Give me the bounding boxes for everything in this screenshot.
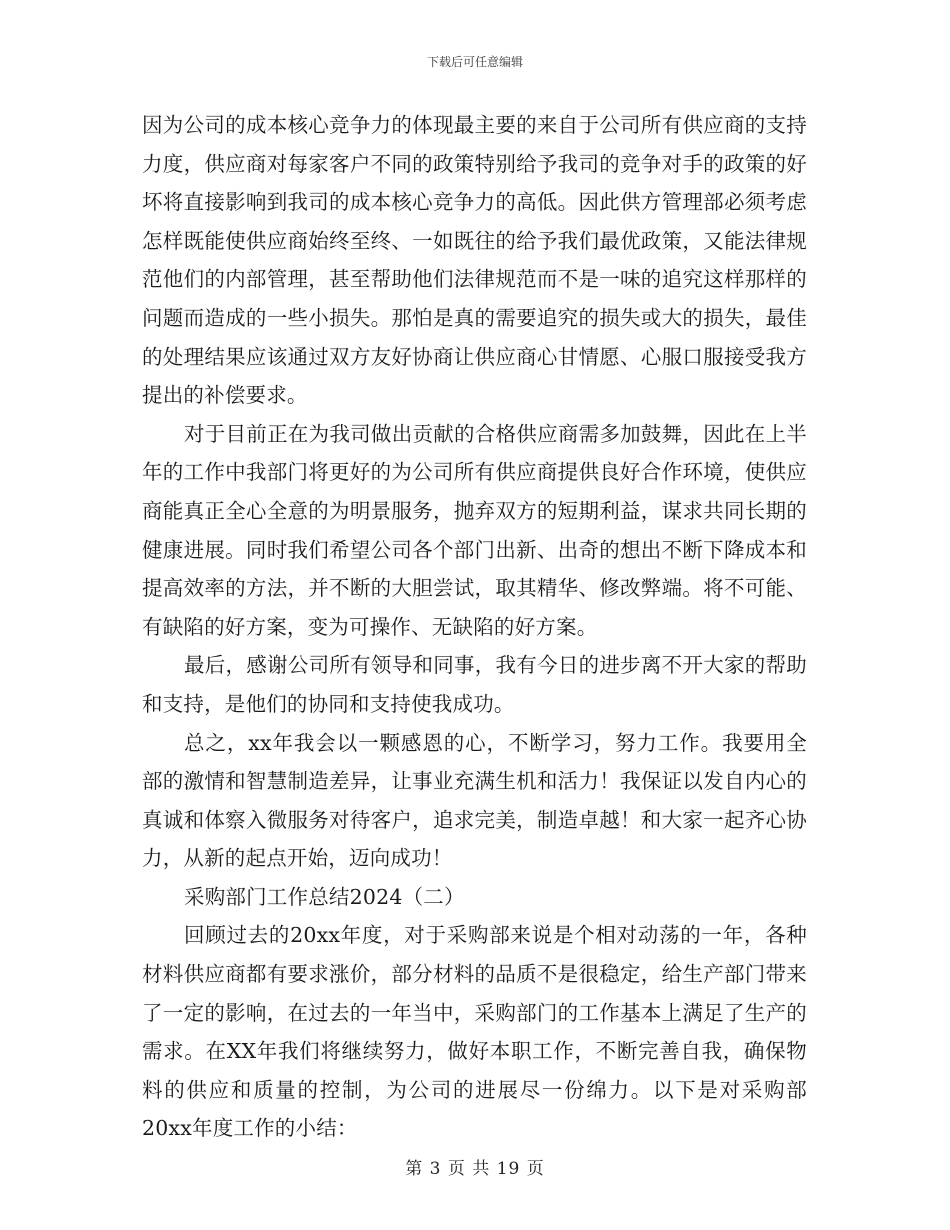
- paragraph-5: 回顾过去的20xx年度，对于采购部来说是个相对动荡的一年，各种材料供应商都有要求涨价，部分材料的品质不是很稳定，给生产部门带来了一定的影响，在过去的一年当中，采购部门的工作基本上满足了生产的需求。在XX年我们将继续努力，做好本职工作，不断完善自我，确保物料的供应和质量的控制，为公司的进展尽一份绵力。以下是对采购部20xx年度工作的小结：: [142, 923, 807, 1141]
- paragraph-4: 总之，xx年我会以一颗感恩的心，不断学习，努力工作。我要用全部的激情和智慧制造差异，让事业充满生机和活力！我保证以发自内心的真诚和体察入微服务对待客户，追求完美，制造卓越！和大家一起齐心协力，从新的起点开始，迈向成功！: [142, 730, 807, 871]
- header-note: 下载后可任意编辑: [426, 55, 523, 69]
- paragraph-1: 因为公司的成本核心竞争力的体现最主要的来自于公司所有供应商的支持力度，供应商对每家客户不同的政策特别给予我司的竞争对手的政策的好坏将直接影响到我司的成本核心竞争力的高低。因此供方管理部必须考虑怎样既能使供应商始终至终、一如既往的给予我们最优政策，又能法律规范他们的内部管理，甚至帮助他们法律规范而不是一味的追究这样那样的问题而造成的一些小损失。那怕是真的需要追究的损失或大的损失，最佳的处理结果应该通过双方友好协商让供应商心甘情愿、心服口服接受我方提出的补偿要求。: [142, 113, 807, 408]
- paragraph-3: 最后，感谢公司所有领导和同事，我有今日的进步离不开大家的帮助和支持，是他们的协同和支持使我成功。: [142, 653, 807, 716]
- paragraph-2: 对于目前正在为我司做出贡献的合格供应商需多加鼓舞，因此在上半年的工作中我部门将更好的为公司所有供应商提供良好合作环境，使供应商能真正全心全意的为明景服务，抛弃双方的短期利益，谋求共同长期的健康进展。同时我们希望公司各个部门出新、出奇的想出不断下降成本和提高效率的方法，并不断的大胆尝试，取其精华、修改弊端。将不可能、有缺陷的好方案，变为可操作、无缺陷的好方案。: [142, 421, 807, 639]
- body-text: [142, 106, 807, 1148]
- page-number-footer: 第 3 页 共 19 页: [405, 1159, 545, 1179]
- section-heading: 采购部门工作总结2024（二）: [184, 884, 465, 909]
